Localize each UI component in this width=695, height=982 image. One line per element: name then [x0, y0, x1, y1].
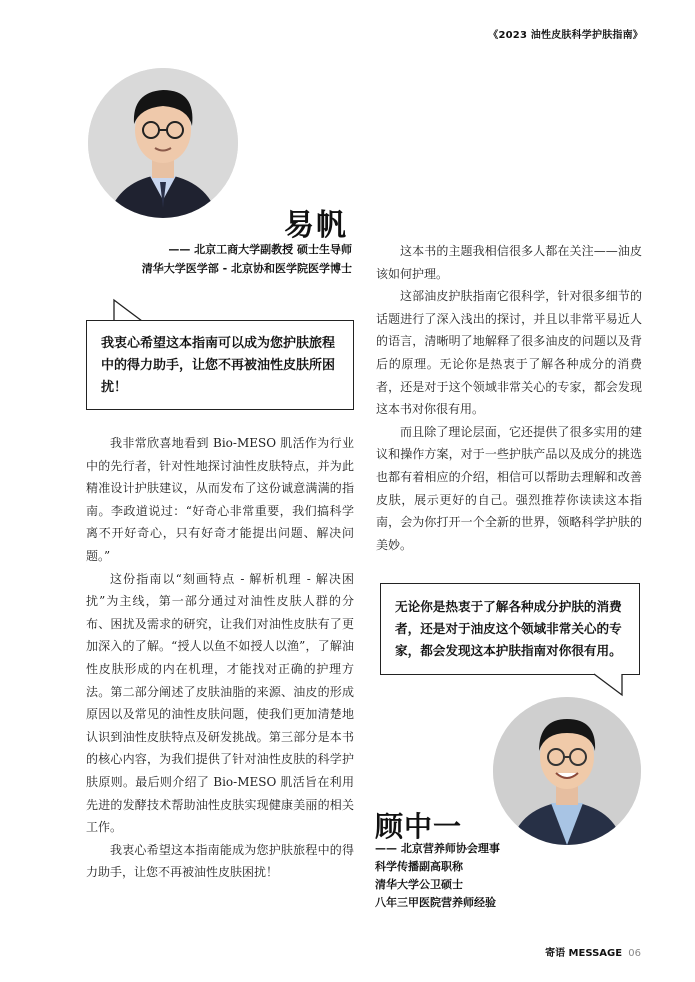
document-header-title: 《2023 油性皮肤科学护肤指南》: [488, 30, 643, 41]
credential-line: 清华大学医学部 - 北京协和医学院医学博士: [141, 262, 352, 275]
paragraph: 这本书的主题我相信很多人都在关注——油皮该如何护理。: [376, 244, 642, 281]
author-credentials-yi-fan: [142, 240, 352, 278]
paragraph: 我衷心希望这本指南能成为您护肤旅程中的得力助手，让您不再被油性皮肤困扰！: [86, 842, 354, 880]
gu-zhongyi-message-column: [376, 240, 642, 556]
credential-line: —— 北京工商大学副教授 硕士生导师: [168, 243, 352, 256]
page-number: 06: [628, 948, 641, 959]
author-name-gu-zhongyi: 顾中一: [375, 810, 463, 843]
page-footer: [545, 944, 641, 959]
author-name-yi-fan: 易帆: [284, 208, 348, 243]
author-portrait-gu-zhongyi: [493, 697, 641, 845]
credential-line: —— 北京营养师协会理事: [375, 842, 500, 855]
credential-line: 清华大学公卫硕士: [375, 878, 463, 891]
paragraph: 这份指南以“刻画特点 - 解析机理 - 解决困扰”为主线，第一部分通过对油性皮肤人群的分布、困扰及需求的研究，让我们对油性皮肤有了更加深入的了解。“授人以鱼不如授人以渔”，了解油性皮肤形成的内在机理，才能找对正确的护理方法。第二部分阐述了皮肤油脂的来源、油皮的形成原因以及常见的油性皮肤问题，使我们更加清楚地认识到油性皮肤特点及研发挑战。第三部分是本书的核心内容，为我们提供了针对油性皮肤的科学护肤原则。最后则介绍了 Bio-MESO 肌活旨在利用先进的发酵技术帮助油性皮肤实现健康美丽的相关工作。: [86, 571, 354, 835]
portrait-illustration: [493, 697, 641, 845]
credential-line: 八年三甲医院营养师经验: [375, 896, 496, 909]
paragraph: 我非常欣喜地看到 Bio-MESO 肌活作为行业中的先行者，针对性地探讨油性皮肤特点，并为此精准设计护肤建议，从而发布了这份诚意满满的指南。李政道说过：“好奇心非常重要，我们搞科学离不开好奇心，只有好奇才能提出问题、解决问题。”: [86, 436, 354, 563]
pull-quote-gu-zhongyi: 无论你是热衷于了解各种成分护肤的消费者，还是对于油皮这个领域非常关心的专家，都会发现这本护肤指南对你很有用。: [380, 583, 640, 675]
pull-quote-yi-fan: 我衷心希望这本指南可以成为您护肤旅程中的得力助手，让您不再被油性皮肤所困扰！: [86, 320, 354, 410]
speech-bubble-tail: [110, 298, 146, 322]
portrait-illustration: [88, 68, 238, 218]
author-portrait-yi-fan: [88, 68, 238, 218]
author-credentials-gu-zhongyi: [375, 840, 500, 912]
speech-bubble-tail: [592, 673, 626, 697]
paragraph: 这部油皮护肤指南它很科学，针对很多细节的话题进行了深入浅出的探讨，并且以非常平易近人的语言，清晰明了地解释了很多油皮的问题以及背后的原理。无论你是热衷于了解各种成分的消费者，还是对于这个领域非常关心的专家，都会发现这本书对你很有用。: [376, 289, 642, 417]
yi-fan-message-column: [86, 432, 354, 884]
credential-line: 科学传播副高职称: [375, 860, 463, 873]
paragraph: 而且除了理论层面，它还提供了很多实用的建议和操作方案，对于一些护肤产品以及成分的挑选也都有着相应的介绍，相信可以帮助去理解和改善皮肤，展示更好的自己。强烈推荐你读读这本指南，会为你打开一个全新的世界，领略科学护肤的美妙。: [376, 424, 642, 552]
section-label: 寄语 MESSAGE: [545, 948, 623, 959]
